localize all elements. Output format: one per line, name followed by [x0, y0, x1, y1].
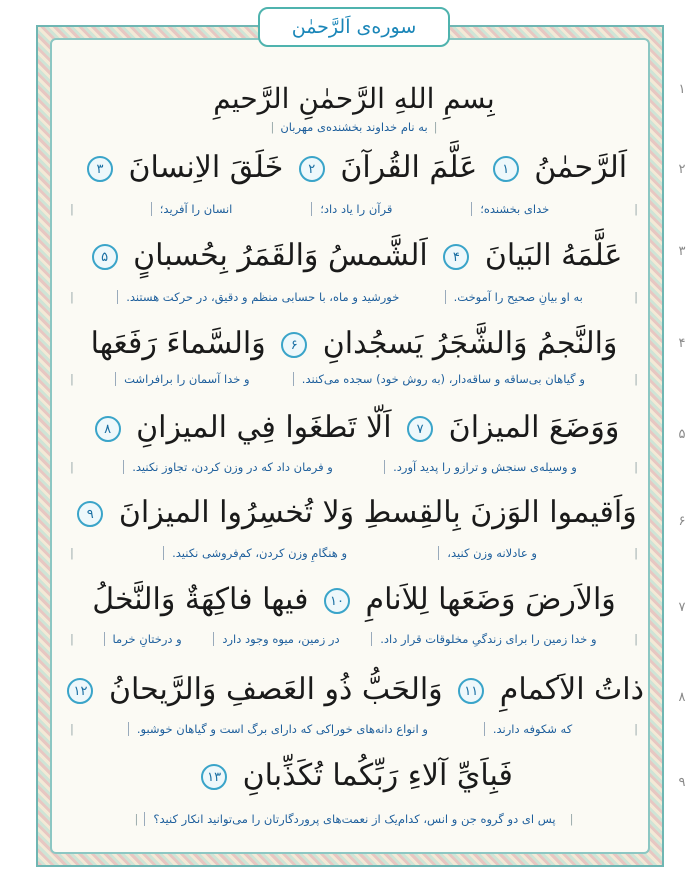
- translation-text: و وسیله‌ی سنجش و ترازو را پدید آورد.: [384, 460, 585, 474]
- ayah-number-marker: ١١: [458, 678, 484, 704]
- translation-text: و عادلانه وزن کنید،: [438, 546, 545, 560]
- verse-line: [64, 326, 644, 361]
- translation-text: و گیاهان بی‌ساقه و ساقه‌دار، (به روش خود) سجده می‌کنند.: [293, 372, 593, 386]
- translation-text: و خدا آسمان را برافراشت: [115, 372, 257, 386]
- ayah-number-marker: ٧: [407, 416, 433, 442]
- ayah-number-marker: ١٢: [67, 678, 93, 704]
- verse-line: [64, 758, 644, 793]
- translation-row: [64, 460, 644, 474]
- divider: |: [634, 546, 638, 560]
- translation-row: [64, 202, 644, 216]
- verse-text: اَلّا تَطغَوا فِي الميزانِ: [126, 410, 402, 445]
- divider: |: [634, 722, 638, 736]
- translation-text: و هنگامِ وزن کردن، کم‌فروشی نکنید.: [163, 546, 355, 560]
- divider: |: [634, 632, 638, 646]
- ayah-number-marker: ٩: [77, 501, 103, 527]
- verse-line: [64, 582, 644, 617]
- line-number: ٩: [678, 775, 686, 790]
- verse-text: اَلشَّمسُ وَالقَمَرُ بِحُسبانٍ: [123, 238, 438, 273]
- translation-text: و انواع دانه‌های خوراکی که دارای برگ است و گیاهان خوشبو.: [128, 722, 436, 736]
- divider: |: [70, 546, 74, 560]
- divider: |: [634, 460, 638, 474]
- verse-line: [64, 495, 644, 530]
- verse-text: وَاَقيموا الوَزنَ بِالقِسطِ وَلا تُخسِرُوا الميزانَ: [109, 495, 637, 530]
- translation-row: [64, 722, 644, 736]
- ayah-number-marker: ۶: [281, 332, 307, 358]
- verse-text: فَبِاَيِّ آلاءِ رَبِّكُما تُكَذِّبانِ: [233, 758, 513, 793]
- divider: |: [70, 372, 74, 386]
- line-number: ١: [678, 82, 686, 97]
- translation-text: و درختانِ خرما: [104, 632, 190, 646]
- verse-text: وَالحَبُّ ذُو العَصفِ وَالرَّيحانُ: [99, 672, 453, 707]
- verse-line: [64, 150, 644, 185]
- divider: |: [70, 722, 74, 736]
- divider: |: [70, 290, 74, 304]
- ayah-number-marker: ٢: [299, 156, 325, 182]
- translation-text: و خدا زمین را برای زندگیِ مخلوقات قرار داد.: [371, 632, 604, 646]
- ayah-number-marker: ٨: [95, 416, 121, 442]
- verse-text: اَلرَّحمٰنُ: [524, 150, 628, 185]
- verse-text: وَالنَّجمُ وَالشَّجَرُ يَسجُدانِ: [313, 326, 618, 361]
- verse-text: وَوَضَعَ الميزانَ: [439, 410, 620, 445]
- verse-text: خَلَقَ الاِنسانَ: [118, 150, 293, 185]
- divider: |: [634, 372, 638, 386]
- line-number: ۶: [678, 514, 686, 529]
- ayah-number-marker: ٣: [87, 156, 113, 182]
- ayah-number-marker: ۵: [92, 244, 118, 270]
- divider: |: [634, 290, 638, 304]
- line-number: ٧: [678, 600, 686, 615]
- verse-text: عَلَّمَ القُرآنَ: [330, 150, 487, 185]
- translation-text: در زمین، میوه وجود دارد: [213, 632, 347, 646]
- basmala-translation: به نام خداوند بخشنده‌ی مهربان: [280, 120, 428, 134]
- translation-row: [64, 632, 644, 646]
- surah-title-box: [258, 7, 450, 47]
- verse-line: [64, 672, 644, 707]
- verse-text: وَالسَّماءَ رَفَعَها: [90, 326, 276, 361]
- ayah-number-marker: ١٣: [201, 764, 227, 790]
- translation-row: [64, 372, 644, 386]
- verse-text: ذاتُ الاَكمامِ: [490, 672, 644, 707]
- line-number: ٢: [678, 162, 686, 177]
- basmala: بِسمِ اللهِ الرَّحمٰنِ الرَّحيمِ: [213, 82, 495, 115]
- divider: |: [70, 632, 74, 646]
- surah-title: سوره‌ی اَلرَّحمٰن: [291, 16, 417, 38]
- line-number: ٣: [678, 244, 686, 259]
- translation-row: [64, 290, 644, 304]
- line-number: ۴: [678, 336, 686, 351]
- translation-row: [64, 812, 644, 826]
- ayah-number-marker: ۴: [443, 244, 469, 270]
- translation-text: و فرمان داد که در وزن کردن، تجاوز نکنید.: [123, 460, 341, 474]
- divider: |: [134, 812, 139, 826]
- verse-text: عَلَّمَهُ البَيانَ: [475, 238, 623, 273]
- translation-text: انسان را آفرید؛: [151, 202, 241, 216]
- line-number: ۵: [678, 427, 686, 442]
- verse-text: فيها فاكِهَةٌ وَالنَّخلُ: [92, 582, 318, 617]
- divider: |: [569, 812, 574, 826]
- divider: |: [634, 202, 638, 216]
- translation-row: [64, 546, 644, 560]
- ayah-number-marker: ١: [493, 156, 519, 182]
- verse-line: [64, 410, 644, 445]
- line-number: ٨: [678, 690, 686, 705]
- translation-text: پس ای دو گروه جن و انس، کدام‌یک از نعمت‌های پروردگارتان را می‌توانید انکار کنید؟: [144, 812, 563, 826]
- verse-text: وَالاَرضَ وَضَعَها لِلاَنامِ: [355, 582, 616, 617]
- translation-text: خورشید و ماه، با حسابی منظم و دقیق، در حرکت هستند.: [117, 290, 407, 304]
- basmala-translation-row: | به نام خداوند بخشنده‌ی مهربان |: [270, 120, 438, 134]
- ayah-number-marker: ١٠: [324, 588, 350, 614]
- verse-line: [64, 238, 644, 273]
- translation-text: خدای بخشنده؛: [471, 202, 557, 216]
- divider: |: [70, 460, 74, 474]
- translation-text: قرآن را یاد داد؛: [311, 202, 400, 216]
- translation-text: به او بیانِ صحیح را آموخت.: [445, 290, 591, 304]
- translation-text: که شکوفه دارند.: [484, 722, 580, 736]
- divider: |: [70, 202, 74, 216]
